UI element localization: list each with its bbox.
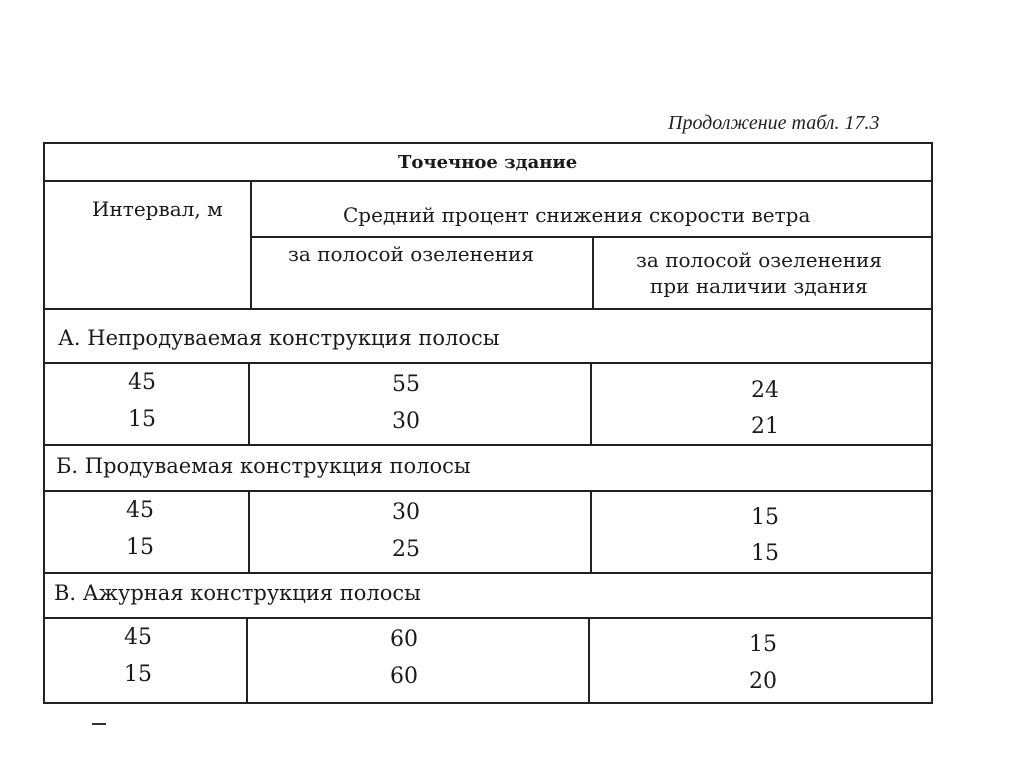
cell-interval: 15 bbox=[126, 535, 154, 560]
rule-under-section-b bbox=[43, 490, 933, 492]
cell-value-a: 30 bbox=[392, 500, 420, 525]
rule-b-col1 bbox=[248, 490, 250, 572]
header-group: Средний процент снижения скорости ветра bbox=[343, 203, 811, 227]
cell-value-b: 15 bbox=[749, 632, 777, 657]
cell-value-b: 24 bbox=[751, 378, 779, 403]
rule-under-title bbox=[43, 180, 933, 182]
rule-under-header bbox=[43, 308, 933, 310]
header-interval: Интервал, м bbox=[92, 197, 223, 221]
cell-interval: 15 bbox=[128, 407, 156, 432]
cell-interval: 45 bbox=[124, 625, 152, 650]
rule-under-section-c bbox=[43, 617, 933, 619]
scan-mark bbox=[92, 723, 106, 725]
rule-header-interval bbox=[250, 180, 252, 308]
rule-c-col1 bbox=[246, 617, 248, 704]
cell-value-a: 30 bbox=[392, 409, 420, 434]
section-title-a: А. Непродуваемая конструкция полосы bbox=[58, 326, 500, 350]
table-caption: Продолжение табл. 17.3 bbox=[668, 112, 880, 134]
header-col-b-line1: за полосой озеленения bbox=[636, 248, 883, 272]
header-col-a: за полосой озеленения bbox=[288, 242, 535, 266]
cell-value-b: 15 bbox=[751, 505, 779, 530]
rule-c-col2 bbox=[588, 617, 590, 704]
rule-above-section-b bbox=[43, 444, 933, 446]
cell-interval: 45 bbox=[126, 498, 154, 523]
rule-a-col2 bbox=[590, 362, 592, 444]
rule-under-section-a bbox=[43, 362, 933, 364]
header-col-b-line2: при наличии здания bbox=[650, 274, 868, 298]
rule-b-col2 bbox=[590, 490, 592, 572]
cell-value-b: 15 bbox=[751, 541, 779, 566]
cell-value-a: 55 bbox=[392, 372, 420, 397]
table-title: Точечное здание bbox=[398, 152, 578, 173]
rule-above-section-c bbox=[43, 572, 933, 574]
cell-value-b: 21 bbox=[751, 414, 779, 439]
section-title-b: Б. Продуваемая конструкция полосы bbox=[56, 454, 471, 478]
cell-interval: 15 bbox=[124, 662, 152, 687]
rule-a-col1 bbox=[248, 362, 250, 444]
cell-value-a: 25 bbox=[392, 537, 420, 562]
rule-header-subcols bbox=[592, 236, 594, 308]
cell-interval: 45 bbox=[128, 370, 156, 395]
cell-value-b: 20 bbox=[749, 669, 777, 694]
cell-value-a: 60 bbox=[390, 664, 418, 689]
cell-value-a: 60 bbox=[390, 627, 418, 652]
section-title-c: В. Ажурная конструкция полосы bbox=[54, 581, 421, 605]
